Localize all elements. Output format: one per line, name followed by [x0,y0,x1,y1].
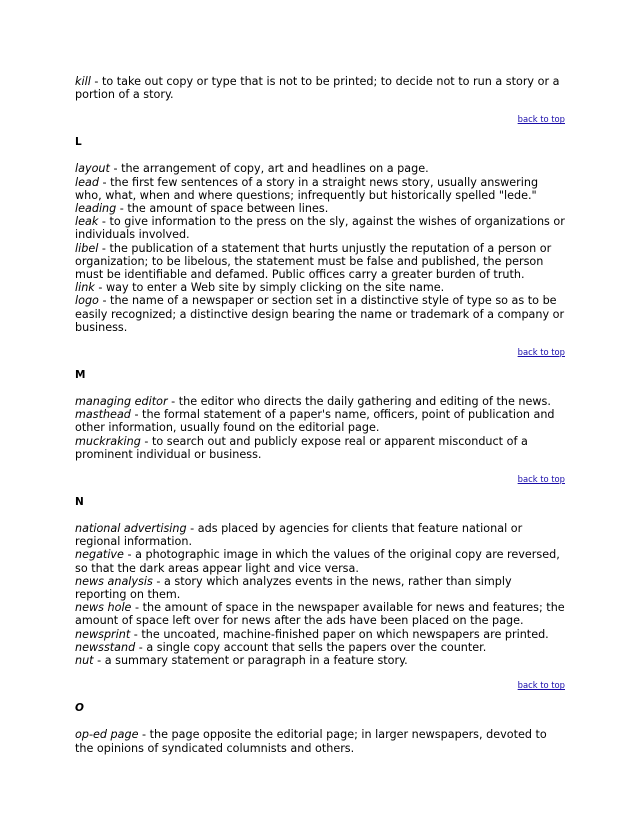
glossary-term: layout [75,162,110,176]
glossary-definition: - a single copy account that sells the papers over the counter. [135,640,487,654]
back-to-top-link[interactable]: back to top [517,347,565,358]
glossary-entry [75,162,565,175]
glossary-entry [75,435,565,461]
glossary-term: newsstand [75,640,136,654]
section-heading-n: N [75,496,84,509]
glossary-term: leading [75,202,117,216]
glossary-definition: - to take out copy or type that is not to be printed; to decide not to run a story or a portion of a story. [75,75,560,102]
section-k-entries [75,75,565,101]
glossary-term: negative [75,548,124,562]
back-to-top-row [75,347,565,357]
section-heading-l: L [75,136,82,149]
glossary-definition: - to search out and publicly expose real or apparent misconduct of a prominent individual or business. [75,434,528,461]
glossary-term: logo [75,294,99,308]
back-to-top-row [75,474,565,484]
glossary-definition: - the editor who directs the daily gathering and editing of the news. [167,395,551,409]
glossary-definition: - the arrangement of copy, art and headlines on a page. [109,162,429,176]
section-l-entries [75,162,565,334]
glossary-entry [75,601,565,627]
back-to-top-row [75,114,565,124]
glossary-term: managing editor [75,395,168,409]
section-o-entries [75,728,565,754]
glossary-entry [75,654,565,667]
glossary-entry [75,728,565,754]
glossary-term: masthead [75,408,131,422]
back-to-top-link[interactable]: back to top [517,474,565,485]
glossary-entry [75,281,565,294]
glossary-entry [75,242,565,282]
glossary-definition: - the page opposite the editorial page; in larger newspapers, devoted to the opinions of syndicated columnists and others. [75,728,547,755]
glossary-term: national advertising [75,522,187,536]
glossary-definition: - way to enter a Web site by simply clicking on the site name. [94,281,445,295]
glossary-term: nut [75,654,94,668]
glossary-definition: - the name of a newspaper or section set in a distinctive style of type so as to be easily recognized; a distinctive design bearing the name or trademark of a company or business. [75,294,565,334]
glossary-definition: - a photographic image in which the values of the original copy are reversed, so that the dark areas appear light and vice versa. [75,548,560,575]
glossary-definition: - the formal statement of a paper's name, officers, point of publication and other information, usually found on the editorial page. [75,408,555,435]
glossary-term: news analysis [75,574,153,588]
glossary-term: leak [75,215,99,229]
glossary-entry [75,408,565,434]
glossary-entry [75,202,565,215]
glossary-entry [75,575,565,601]
glossary-term: op-ed page [75,728,139,742]
glossary-entry [75,215,565,241]
glossary-definition: - a story which analyzes events in the news, rather than simply reporting on them. [75,574,512,602]
glossary-term: lead [75,175,99,189]
back-to-top-link[interactable]: back to top [517,680,565,691]
section-heading-m: M [75,369,86,382]
glossary-definition: - the amount of space between lines. [116,202,329,216]
glossary-definition: - the amount of space in the newspaper available for news and features; the amount of space left over for news after the ads have been placed on the page. [75,601,565,628]
glossary-term: link [75,281,95,295]
glossary-entry [75,548,565,574]
glossary-entry [75,395,565,408]
section-m-entries [75,395,565,461]
glossary-term: libel [75,241,99,255]
glossary-definition: - a summary statement or paragraph in a feature story. [93,654,408,668]
glossary-definition: - the first few sentences of a story in a straight news story, usually answering who, what, when and where questions; infrequently but historically spelled "lede." [75,175,539,202]
glossary-entry [75,628,565,641]
back-to-top-link[interactable]: back to top [517,114,565,125]
glossary-term: kill [75,75,91,88]
glossary-term: newsprint [75,627,131,641]
glossary-entry [75,641,565,654]
glossary-entry [75,75,565,101]
glossary-page [75,75,565,755]
back-to-top-row [75,680,565,690]
section-heading-o: O [75,702,84,715]
glossary-entry [75,522,565,548]
glossary-entry [75,294,565,334]
glossary-definition: - to give information to the press on the sly, against the wishes of organizations or individuals involved. [75,215,565,242]
section-n-entries [75,522,565,667]
glossary-term: muckraking [75,434,141,448]
glossary-definition: - the uncoated, machine-finished paper on which newspapers are printed. [130,627,549,641]
glossary-definition: - the publication of a statement that hurts unjustly the reputation of a person or organization; to be libelous, the statement must be false and published, the person must be identifiable and defamed. Public offices carry a greater burden of truth. [75,241,552,282]
glossary-term: news hole [75,601,132,615]
glossary-entry [75,176,565,202]
glossary-definition: - ads placed by agencies for clients that feature national or regional information. [75,522,523,549]
